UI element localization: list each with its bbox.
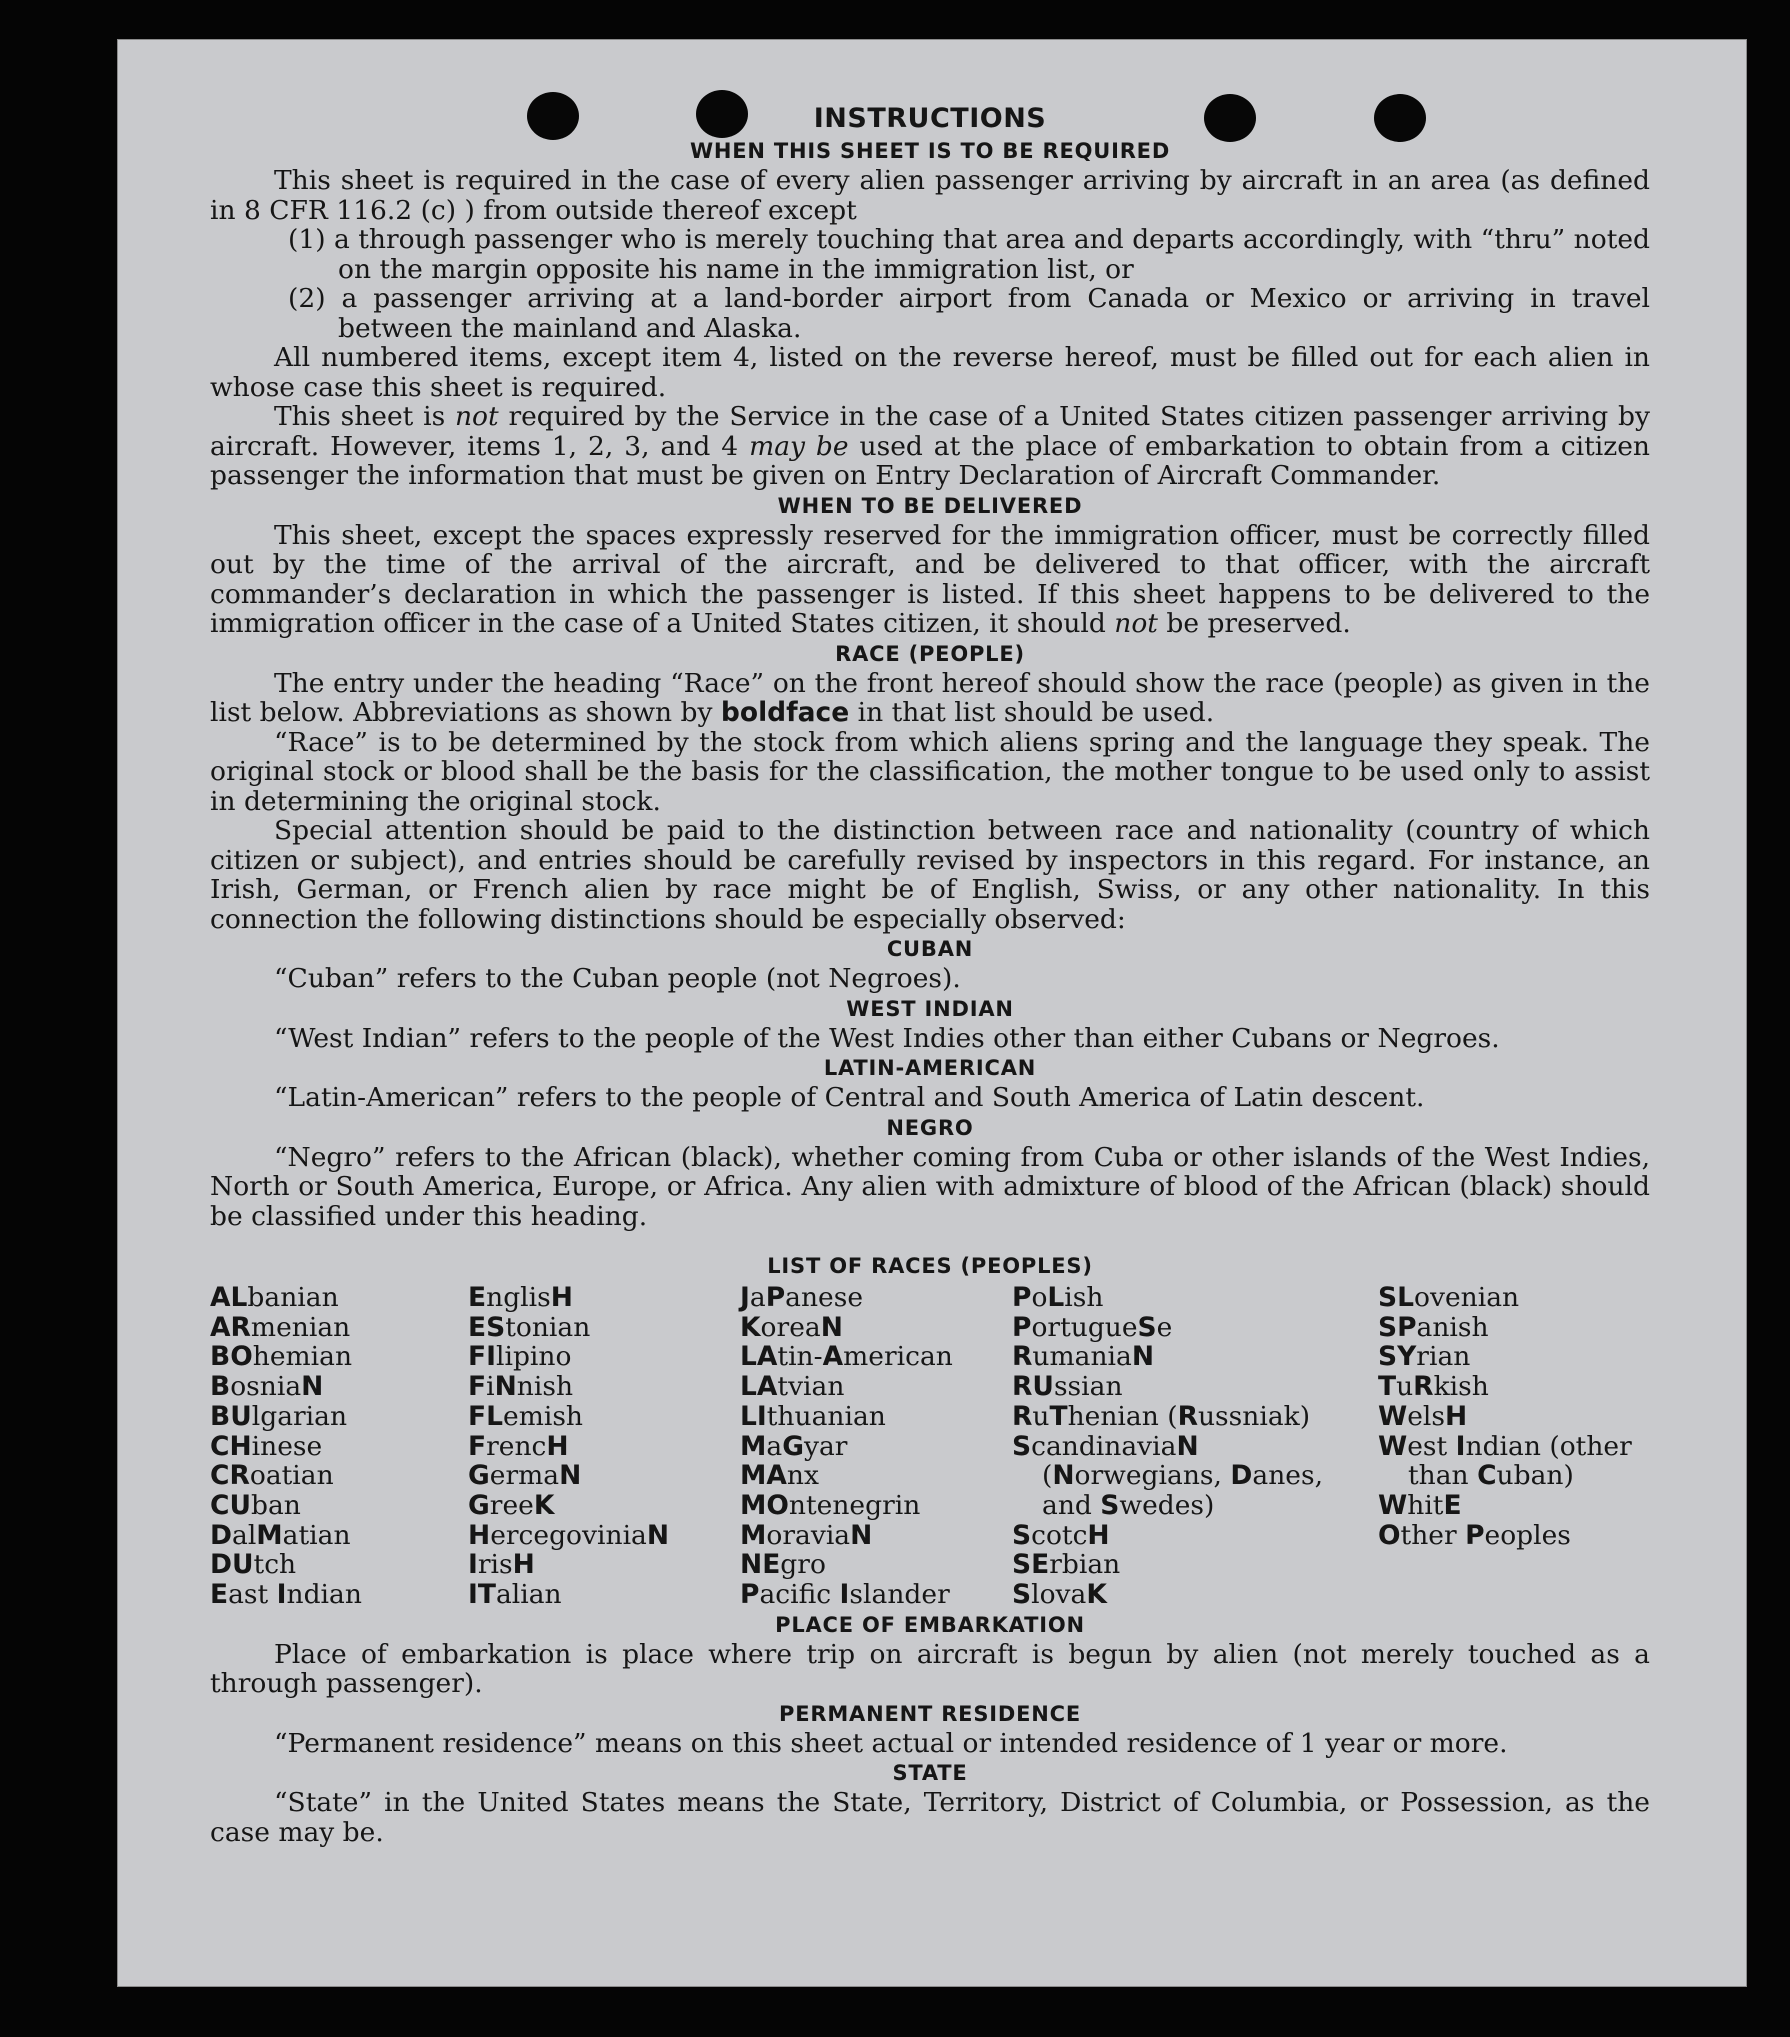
race-entry: Other Peoples <box>1378 1519 1571 1551</box>
races-column <box>468 1283 740 1610</box>
race-entry: FiNnish <box>468 1371 574 1403</box>
race-entry: KoreaN <box>740 1311 843 1343</box>
race-entry: DUtch <box>210 1549 297 1581</box>
required-para-2: All numbered items, except item 4, listed on the reverse hereof, must be filled out for each alien in whose case this sheet is required. <box>210 342 1650 403</box>
race-entry: BUlgarian <box>210 1400 348 1432</box>
race-entry: EStonian <box>468 1311 591 1343</box>
race-entry: LAtin-American <box>740 1341 953 1373</box>
race-entry: CHinese <box>210 1430 323 1462</box>
race-entry: SLovenian <box>1378 1282 1520 1313</box>
race-entry: WhitE <box>1378 1489 1462 1521</box>
delivered-text <box>210 521 1650 639</box>
required-para-3 <box>210 402 1650 491</box>
race-entry: SPanish <box>1378 1311 1489 1343</box>
section-heading-required: WHEN THIS SHEET IS TO BE REQUIRED <box>689 139 1171 163</box>
race-entry: RuThenian (Russniak) <box>1012 1400 1311 1432</box>
emphasis-not: not <box>1114 608 1158 639</box>
race-para-2: “Race” is to be determined by the stock from which aliens spring and the language they speak. The original stock or blood shall be the basis for the classification, the mother tongue to be used only to assist in determining the original stock. <box>210 726 1650 817</box>
race-entry: WelsH <box>1378 1400 1468 1432</box>
required-intro: This sheet is required in the case of every alien passenger arriving by aircraft in an area (as defined in 8 CFR 116.2 (c) ) from outside thereof except <box>210 165 1650 226</box>
race-entry: BosniaN <box>210 1371 324 1403</box>
race-entry: NEgro <box>740 1549 826 1581</box>
text-run: This sheet, except the spaces expressly reserved for the immigration officer, must be correctly filled out by the time of the arrival of the aircraft, and be delivered to that officer, with the aircraft commander’s declaration in which the passenger is listed. If this sheet happens to be delivered to the immigration officer in the case of a United States citizen, it should <box>210 519 1650 639</box>
races-column <box>1378 1283 1650 1610</box>
page-title: INSTRUCTIONS <box>813 103 1047 134</box>
text-run: The entry under the heading “Race” on the front hereof should show the race (people) as given in the list below. Abbreviations as shown by <box>210 667 1650 728</box>
section-heading-race: RACE (PEOPLE) <box>835 641 1025 666</box>
race-entry: MoraviaN <box>740 1519 873 1551</box>
race-entry: GermaN <box>468 1460 582 1492</box>
text-run: used at the place of embarkation to obtain from a citizen passenger the information that must be given on Entry Declaration of Aircraft Commander. <box>210 430 1650 491</box>
race-entry: RumaniaN <box>1012 1341 1154 1373</box>
race-entry: MAnx <box>740 1460 819 1492</box>
race-entry: ARmenian <box>210 1311 351 1343</box>
race-entry: SYrian <box>1378 1341 1471 1373</box>
races-column <box>210 1283 468 1610</box>
section-heading-delivered: WHEN TO BE DELIVERED <box>777 493 1083 518</box>
race-entry: SErbian <box>1012 1549 1121 1581</box>
race-entry: MOntenegrin <box>740 1489 921 1521</box>
race-para-3: Special attention should be paid to the distinction between race and nationality (country of which citizen or subject), and entries should be carefully revised by inspectors in this regard. For instance, an Irish, German, or French alien by race might be of English, Swiss, or any other nationality. In this connection the following distinctions should be especially observed: <box>210 815 1650 935</box>
section-heading-latin-american: LATIN-AMERICAN <box>823 1056 1037 1080</box>
races-list <box>210 1283 1650 1610</box>
section-heading-negro: NEGRO <box>886 1115 974 1140</box>
document-page <box>118 40 1746 1986</box>
section-heading-residence: PERMANENT RESIDENCE <box>779 1701 1081 1726</box>
text-run: This sheet is <box>274 401 455 432</box>
race-para-1 <box>210 669 1650 728</box>
race-entry: IrisH <box>468 1549 535 1581</box>
section-heading-west-indian: WEST INDIAN <box>846 996 1014 1021</box>
race-entry: ITalian <box>468 1579 562 1611</box>
race-entry: Pacifc Islander <box>740 1579 950 1611</box>
race-entry: PortugueSe <box>1012 1311 1173 1343</box>
race-entry: ALbanian <box>210 1282 339 1313</box>
race-entry: EnglisH <box>468 1282 573 1313</box>
negro-text: “Negro” refers to the African (black), whether coming from Cuba or other islands of the West Indies, North or South America, Europe, or Africa. Any alien with admixture of blood of the African (black) should be classified under this heading. <box>210 1141 1650 1232</box>
race-entry: FIlipino <box>468 1341 572 1373</box>
race-entry: ScandinaviaN (Norwegians, Danes, and Swedes) <box>1012 1430 1323 1521</box>
west-indian-text: “West Indian” refers to the people of the West Indies other than either Cubans or Negroes. <box>274 1022 1500 1054</box>
text-run: be preserved. <box>1157 608 1351 639</box>
latin-american-text: “Latin-American” refers to the people of Central and South America of Latin descent. <box>274 1082 1425 1113</box>
race-entry: GreeK <box>468 1489 555 1521</box>
residence-text: “Permanent residence” means on this sheet actual or intended residence of 1 year or more. <box>274 1727 1508 1759</box>
race-entry: LIthuanian <box>740 1400 886 1432</box>
race-entry: FLemish <box>468 1400 583 1432</box>
emphasis-boldface: boldface <box>720 697 850 728</box>
section-heading-embarkation: PLACE OF EMBARKATION <box>775 1612 1085 1637</box>
race-entry: DalMatian <box>210 1519 351 1551</box>
races-column <box>740 1283 1012 1610</box>
race-entry: FrencH <box>468 1430 569 1462</box>
race-entry: MaGyar <box>740 1430 848 1462</box>
section-heading-races-list: LIST OF RACES (PEOPLES) <box>767 1254 1093 1278</box>
race-entry: CRoatian <box>210 1460 334 1492</box>
text-run: required by the Service in the case of a United States citizen passenger arriving by aircraft. However, items 1, 2, 3, and 4 <box>210 401 1650 462</box>
race-entry: PoLish <box>1012 1282 1104 1313</box>
race-entry: CUban <box>210 1489 301 1521</box>
races-column <box>1012 1283 1378 1610</box>
race-entry: West Indian (other than Cuban) <box>1378 1430 1632 1492</box>
emphasis-not: not <box>454 401 499 432</box>
state-text: “State” in the United States means the State, Territory, District of Columbia, or Possession, as the case may be. <box>210 1787 1650 1848</box>
emphasis-may-be: may be <box>749 430 849 462</box>
race-entry: ScotcH <box>1012 1519 1110 1551</box>
instructions-content <box>210 102 1650 1847</box>
cuban-text: “Cuban” refers to the Cuban people (not Negroes). <box>274 963 961 994</box>
race-entry: TuRkish <box>1378 1371 1489 1403</box>
race-entry: LAtvian <box>740 1371 845 1403</box>
section-heading-state: STATE <box>892 1761 968 1786</box>
race-entry: East Indian <box>210 1579 362 1611</box>
embarkation-text: Place of embarkation is place where trip on aircraft is begun by alien (not merely touched as a through passenger). <box>210 1638 1650 1700</box>
required-item-1: (1) a through passenger who is merely touching that area and departs accordingly, with “thru” noted on the margin opposite his name in the immigration list, or <box>288 224 1650 285</box>
race-entry: JaPanese <box>740 1282 863 1313</box>
required-item-2: (2) a passenger arriving at a land-border airport from Canada or Mexico or arriving in travel between the mainland and Alaska. <box>288 283 1650 344</box>
section-heading-cuban: CUBAN <box>886 937 974 961</box>
text-run: in that list should be used. <box>849 697 1215 728</box>
race-entry: RUssian <box>1012 1371 1123 1403</box>
race-entry: HercegoviniaN <box>468 1519 670 1551</box>
race-entry: BOhemian <box>210 1341 353 1373</box>
race-entry: SlovaK <box>1012 1579 1107 1611</box>
